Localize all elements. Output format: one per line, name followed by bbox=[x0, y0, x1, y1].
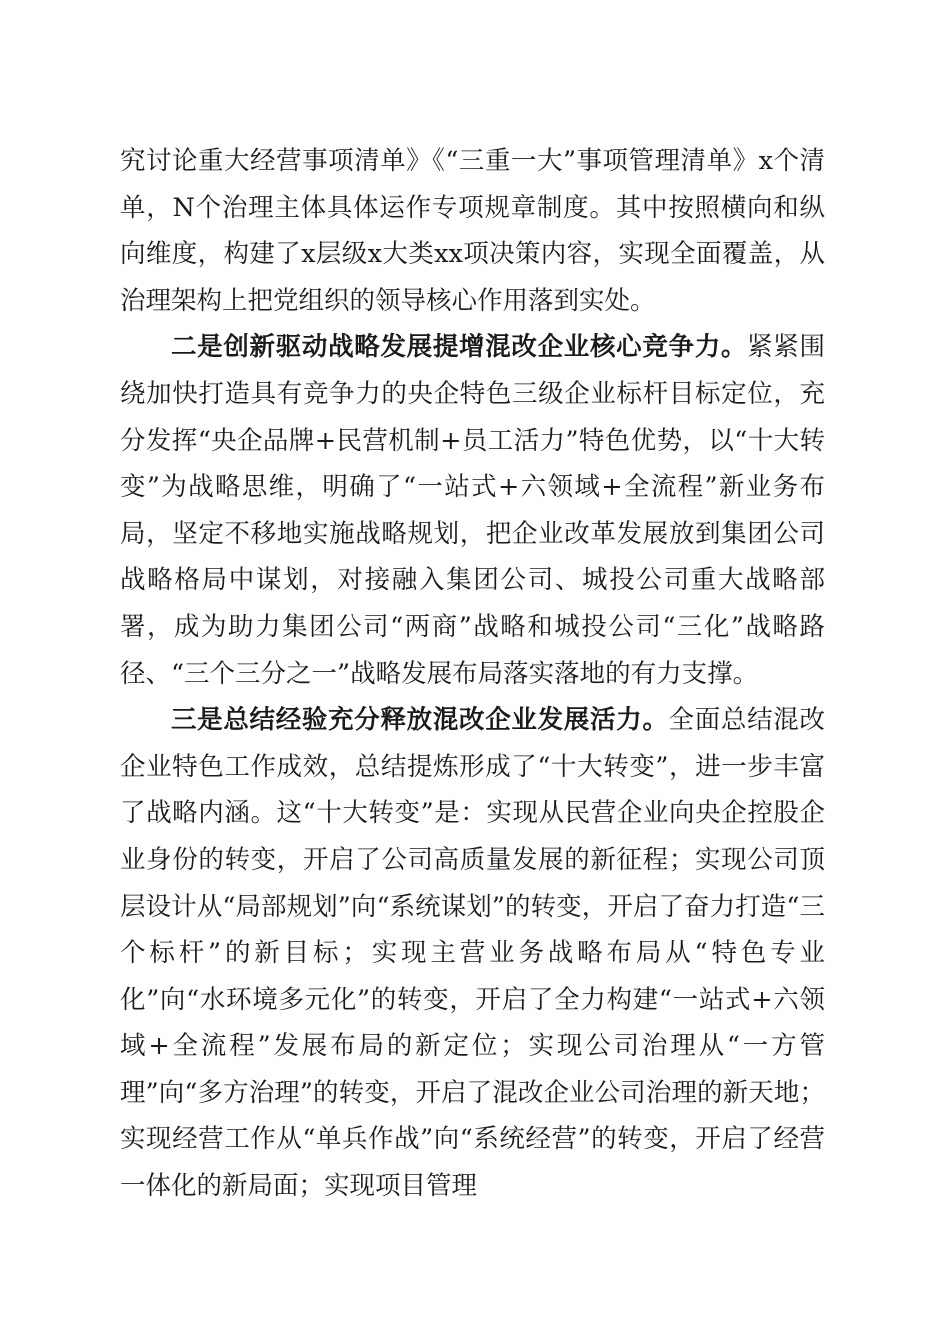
paragraph-2-heading: 二是创新驱动战略发展提增混改企业核心竞争力。 bbox=[171, 332, 748, 363]
paragraph-continuation bbox=[120, 138, 825, 324]
paragraph-experience-summary bbox=[120, 697, 825, 1210]
document-body bbox=[120, 138, 825, 1210]
paragraph-2-text: 紧紧围绕加快打造具有竞争力的央企特色三级企业标杆目标定位，充分发挥“央企品牌+民营机制+员工活力”特色优势，以“十大转变”为战略思维，明确了“一站式+六领域+全流程”新业务布局，坚定不移地实施战略规划，把企业改革发展放到集团公司战略格局中谋划，对接融入集团公司、城投公司重大战略部署，成为助力集团公司“两商”战略和城投公司“三化”战略路径、“三个三分之一”战略发展布局落实落地的有力支撑。 bbox=[120, 332, 825, 689]
paragraph-3-text: 全面总结混改企业特色工作成效，总结提炼形成了“十大转变”，进一步丰富了战略内涵。这“十大转变”是：实现从民营企业向央企控股企业身份的转变，开启了公司高质量发展的新征程；实现公司顶层设计从“局部规划”向“系统谋划”的转变，开启了奋力打造“三个标杆”的新目标；实现主营业务战略布局从“特色专业化”向“水环境多元化”的转变，开启了全力构建“一站式+六领域+全流程”发展布局的新定位；实现公司治理从“一方管理”向“多方治理”的转变，开启了混改企业公司治理的新天地；实现经营工作从“单兵作战”向“系统经营”的转变，开启了经营一体化的新局面；实现项目管理 bbox=[120, 705, 825, 1202]
paragraph-1-text: 究讨论重大经营事项清单》《“三重一大”事项管理清单》x个清单，N个治理主体具体运作专项规章制度。其中按照横向和纵向维度，构建了x层级x大类xx项决策内容，实现全面覆盖，从治理架构上把党组织的领导核心作用落到实处。 bbox=[120, 146, 825, 316]
paragraph-innovation-strategy bbox=[120, 324, 825, 697]
paragraph-3-heading: 三是总结经验充分释放混改企业发展活力。 bbox=[171, 705, 669, 736]
